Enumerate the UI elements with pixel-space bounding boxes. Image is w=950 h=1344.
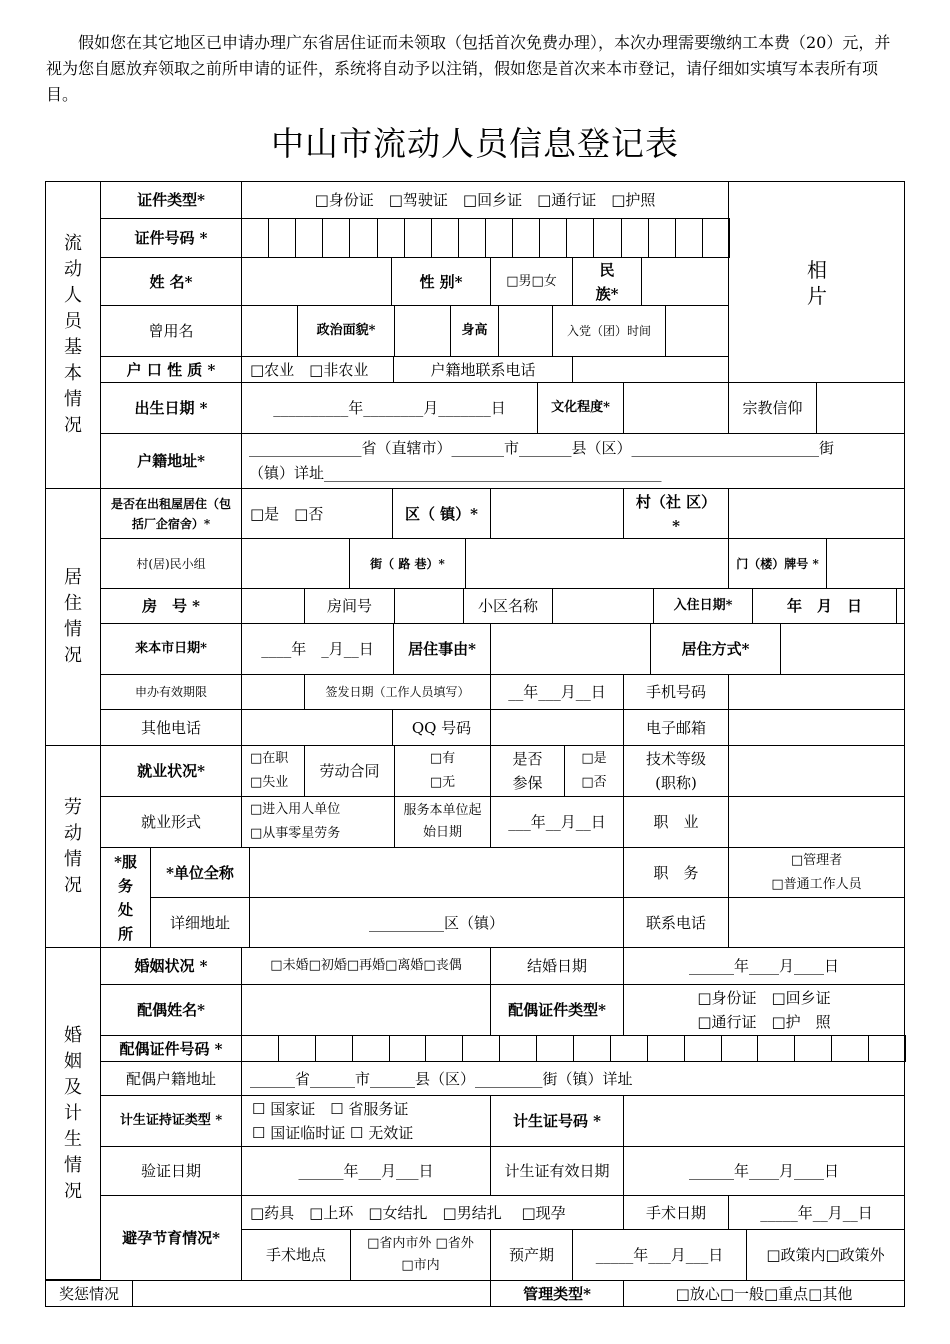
birth-date-label: 出生日期 * [100,382,242,434]
religion-label: 宗教信仰 [728,382,817,434]
arrival-value[interactable]: ____年 _月__日 [241,623,394,675]
id-digit-cell[interactable] [647,1035,685,1062]
unit-name-label: *单位全称 [150,847,250,898]
spouse-name-input[interactable] [241,984,491,1036]
due-date-label: 预产期 [490,1229,573,1281]
community-input[interactable] [552,588,654,624]
marital-status-label: 婚姻状况 * [100,947,242,985]
other-phone-input[interactable] [241,709,393,746]
district-label: 区（ 镇）* [392,488,491,539]
insured-label: 是否参保 [490,745,565,797]
community-label: 小区名称 [463,588,553,624]
mobile-label: 手机号码 [623,674,729,710]
hukou-address-line1: _______________省（直辖市）_______市_______县（区）_________________________街 [249,439,835,457]
surgery-place-label: 手术地点 [241,1229,351,1281]
rental-label: 是否在出租屋居住（包括厂企宿舍）* [100,488,242,539]
id-digit-cell[interactable] [621,218,649,258]
issue-date-value[interactable]: __年___月__日 [490,674,624,710]
photo-label [802,255,832,311]
id-digit-cell[interactable] [868,1035,906,1062]
occupation-label: 职 业 [623,796,729,848]
id-digit-cell[interactable] [684,1035,722,1062]
contraception-options[interactable]: □药具 □上环 □女结扎 □男结扎 □现孕 [241,1195,624,1230]
height-input[interactable] [498,305,553,357]
verify-date-value[interactable]: ______年___月___日 [241,1146,491,1196]
wedding-date-label: 结婚日期 [490,947,624,985]
id-digit-cell[interactable] [610,1035,648,1062]
section-basic-text: 流动人员基本情况 [64,233,82,436]
street-input[interactable] [465,538,729,589]
contract-option-yes[interactable]: □有 [429,751,456,766]
spouse-address-value[interactable]: ______省______市______县（区）_________街（镇）详址 [241,1061,905,1096]
political-input[interactable] [394,305,451,357]
id-digit-cell[interactable] [757,1035,795,1062]
id-digit-cell[interactable] [431,218,459,258]
height-label: 身高 [450,305,499,357]
employment-options[interactable] [241,745,305,797]
village-label: 村（社 区）* [623,488,729,539]
id-digit-cell[interactable] [241,1035,279,1062]
workplace-label [100,847,151,948]
photo-text: 相片 [807,258,827,308]
workplace-phone-label: 联系电话 [623,897,729,948]
surgery-date-label: 手术日期 [623,1195,729,1230]
door-label: 门（楼）牌号 * [728,538,827,589]
verify-date-label: 验证日期 [100,1146,242,1196]
employment-option-employed[interactable]: □在职 [250,751,289,766]
id-digit-cell[interactable] [499,1035,537,1062]
hukou-type-label: 户 口 性 质 * [100,356,242,383]
id-digit-cell[interactable] [295,218,323,258]
house-no-input[interactable] [241,588,305,624]
employment-form-label: 就业形式 [100,796,242,848]
method-label: 居住方式* [650,623,781,675]
group-label: 村(居)民小组 [100,538,242,589]
reward-input[interactable] [132,1280,491,1307]
reason-label: 居住事由* [393,623,491,675]
section-residence-text: 居住情况 [64,567,82,666]
room-no-input[interactable] [394,588,464,624]
spouse-id-type-options[interactable] [623,984,905,1036]
id-type-options[interactable]: □身份证 □驾驶证 □回乡证 □通行证 □护照 [241,181,729,219]
start-date-value[interactable]: ___年__月__日 [490,796,624,848]
section-labor-text: 劳动情况 [64,796,82,896]
id-digit-cell[interactable] [349,218,378,258]
contract-option-no[interactable]: □无 [429,775,456,790]
policy-options[interactable]: □政策内□政策外 [746,1229,905,1281]
party-date-label: 入党（团）时间 [552,305,666,357]
intro-paragraph: 假如您在其它地区已申请办理广东省居住证而未领取（包括首次免费办理），本次办理需要缴纳工本费（20）元，并视为您自愿放弃领取之前所申请的证件，系统将自动予以注销，假如您是首次来本市登记，请仔细如实填写本表所有项目。 [46,33,891,104]
id-digit-cell[interactable] [721,1035,758,1062]
id-digit-cell[interactable] [593,218,622,258]
position-label: 职 务 [623,847,729,898]
employment-label: 就业状况* [100,745,242,797]
former-name-input[interactable] [241,305,298,357]
id-digit-cell[interactable] [352,1035,390,1062]
id-digit-cell[interactable] [566,218,594,258]
arrival-label: 来本市日期* [100,623,242,675]
ethnicity-input[interactable] [641,257,729,306]
occupation-input[interactable] [728,796,905,848]
hukou-type-options[interactable]: □农业 □非农业 [241,356,394,383]
skill-label: 技术等级(职称) [623,745,729,797]
hukou-address-label: 户籍地址* [100,433,242,489]
skill-input[interactable] [728,745,905,797]
id-digit-cell[interactable] [404,218,432,258]
id-digit-cell[interactable] [315,1035,353,1062]
id-digit-cell[interactable] [389,1035,426,1062]
house-no-label: 房 号 * [100,588,242,624]
id-digit-cell[interactable] [702,218,730,258]
birth-date-value[interactable]: __________年________月_______日 [241,382,538,434]
id-digit-cell[interactable] [425,1035,463,1062]
spouse-id-type-row2[interactable]: □通行证 □护 照 [697,1013,831,1031]
fp-type-row2[interactable]: ☐ 国证临时证 ☐ 无效证 [252,1124,414,1142]
reward-label: 奖惩情况 [45,1280,133,1307]
street-label: 街（ 路 巷）* [349,538,466,589]
employment-option-unemployed[interactable]: □失业 [250,775,289,790]
hukou-phone-label: 户籍地联系电话 [393,356,573,383]
mgmt-type-options[interactable]: □放心□一般□重点□其他 [623,1280,905,1307]
name-input[interactable] [241,257,392,306]
mobile-input[interactable] [728,674,905,710]
id-digit-cell[interactable] [794,1035,832,1062]
former-name-label: 曾用名 [100,305,242,357]
village-input[interactable] [728,488,905,539]
position-option-manager[interactable]: □管理者 [790,852,843,868]
education-label: 文化程度* [537,382,624,434]
id-digit-cell[interactable] [536,1035,574,1062]
section-marriage-label [60,947,86,1280]
contract-options[interactable] [394,745,491,797]
marital-status-options[interactable]: □未婚□初婚□再婚□离婚□丧偶 [241,947,491,985]
id-number-label: 证件号码 * [100,218,242,258]
move-in-value[interactable]: 年 月 日 [752,588,897,624]
surgery-date-value[interactable]: _____年__月__日 [728,1195,905,1230]
rental-options[interactable]: □是 □否 [241,488,393,539]
section-basic-label [60,181,86,489]
issue-date-label: 签发日期（工作人员填写） [304,674,491,710]
validity-input[interactable] [241,674,305,710]
spouse-name-label: 配偶姓名* [100,984,242,1036]
email-label: 电子邮箱 [623,709,729,746]
party-date-input[interactable] [665,305,729,357]
mgmt-type-label: 管理类型* [490,1280,624,1307]
political-label: 政治面貌* [297,305,395,357]
fp-number-input[interactable] [623,1095,905,1147]
workplace-phone-input[interactable] [728,897,905,948]
id-digit-cell[interactable] [278,1035,316,1062]
id-type-label: 证件类型* [100,181,242,219]
fp-valid-label: 计生证有效日期 [490,1146,624,1196]
fp-type-row1[interactable]: ☐ 国家证 ☐ 省服务证 [252,1100,409,1118]
validity-label: 申办有效期限 [100,674,242,710]
surgery-place-options[interactable] [350,1229,491,1281]
qq-input[interactable] [490,709,624,746]
id-digit-cell[interactable] [268,218,296,258]
other-phone-label: 其他电话 [100,709,242,746]
gender-options[interactable]: □男□女 [490,257,573,306]
due-date-value[interactable]: _____年___月___日 [572,1229,747,1281]
id-digit-cell[interactable] [539,218,567,258]
spouse-id-number-label: 配偶证件号码 * [100,1035,242,1062]
move-in-label: 入住日期* [653,588,753,624]
door-input[interactable] [826,538,905,589]
workplace-address-label: 详细地址 [150,897,250,948]
form-option-unit[interactable]: □进入用人单位 [250,802,341,817]
wedding-date-value[interactable]: ______年____月____日 [623,947,905,985]
name-label: 姓 名* [100,257,242,306]
email-input[interactable] [728,709,905,746]
unit-name-input[interactable] [249,847,624,898]
section-labor-label [60,745,86,948]
id-digit-cell[interactable] [241,218,269,258]
workplace-address-value[interactable]: __________区（镇） [249,897,624,948]
surgery-place-row2[interactable]: □市内 [401,1258,440,1273]
contraception-label: 避孕节育情况* [100,1195,242,1281]
insured-option-no[interactable]: □否 [581,775,607,790]
id-number-cells[interactable] [241,218,729,258]
id-digit-cell[interactable] [648,218,676,258]
fp-number-label: 计生证号码 * [490,1095,624,1147]
id-digit-cell[interactable] [377,218,405,258]
id-digit-cell[interactable] [831,1035,869,1062]
id-digit-cell[interactable] [573,1035,611,1062]
room-no-label: 房间号 [304,588,395,624]
surgery-place-row1[interactable]: □省内市外 □省外 [367,1236,474,1251]
reason-input[interactable] [490,623,651,675]
form-option-casual[interactable]: □从事零星劳务 [250,826,341,841]
workplace-text: *服务处所 [114,852,137,943]
employment-form-options[interactable] [241,796,395,848]
spouse-id-number-cells[interactable] [241,1035,905,1062]
hukou-phone-input[interactable] [572,356,729,383]
position-option-staff[interactable]: □普通工作人员 [771,876,862,892]
id-digit-cell[interactable] [675,218,703,258]
hukou-address-line2: （镇）详址_____________________________________________ [249,464,662,482]
insured-option-yes[interactable]: □是 [581,751,607,766]
group-input[interactable] [241,538,350,589]
district-input[interactable] [490,488,624,539]
form-title: 中山市流动人员信息登记表 [271,124,679,163]
id-digit-cell[interactable] [512,218,540,258]
method-input[interactable] [780,623,905,675]
gender-label: 性 别* [391,257,491,306]
spouse-id-type-row1[interactable]: □身份证 □回乡证 [697,989,831,1007]
fp-type-options[interactable] [241,1095,491,1147]
contract-label: 劳动合同 [304,745,395,797]
id-digit-cell[interactable] [322,218,350,258]
education-input[interactable] [623,382,729,434]
ethnicity-label: 民 族* [572,257,642,306]
id-digit-cell[interactable] [485,218,513,258]
spouse-id-type-label: 配偶证件类型* [490,984,624,1036]
position-options[interactable] [728,847,905,898]
religion-input[interactable] [816,382,905,434]
id-digit-cell[interactable] [458,218,486,258]
qq-label: QQ 号码 [392,709,491,746]
spouse-address-label: 配偶户籍地址 [100,1061,242,1096]
id-digit-cell[interactable] [462,1035,500,1062]
fp-valid-value[interactable]: ______年____月____日 [623,1146,905,1196]
section-marriage-text: 婚姻及计生情况 [64,1024,82,1202]
fp-type-label: 计生证持证类型 * [100,1095,242,1147]
start-date-label: 服务本单位起始日期 [394,796,491,848]
insured-options[interactable] [564,745,624,797]
section-residence-label [60,488,86,746]
